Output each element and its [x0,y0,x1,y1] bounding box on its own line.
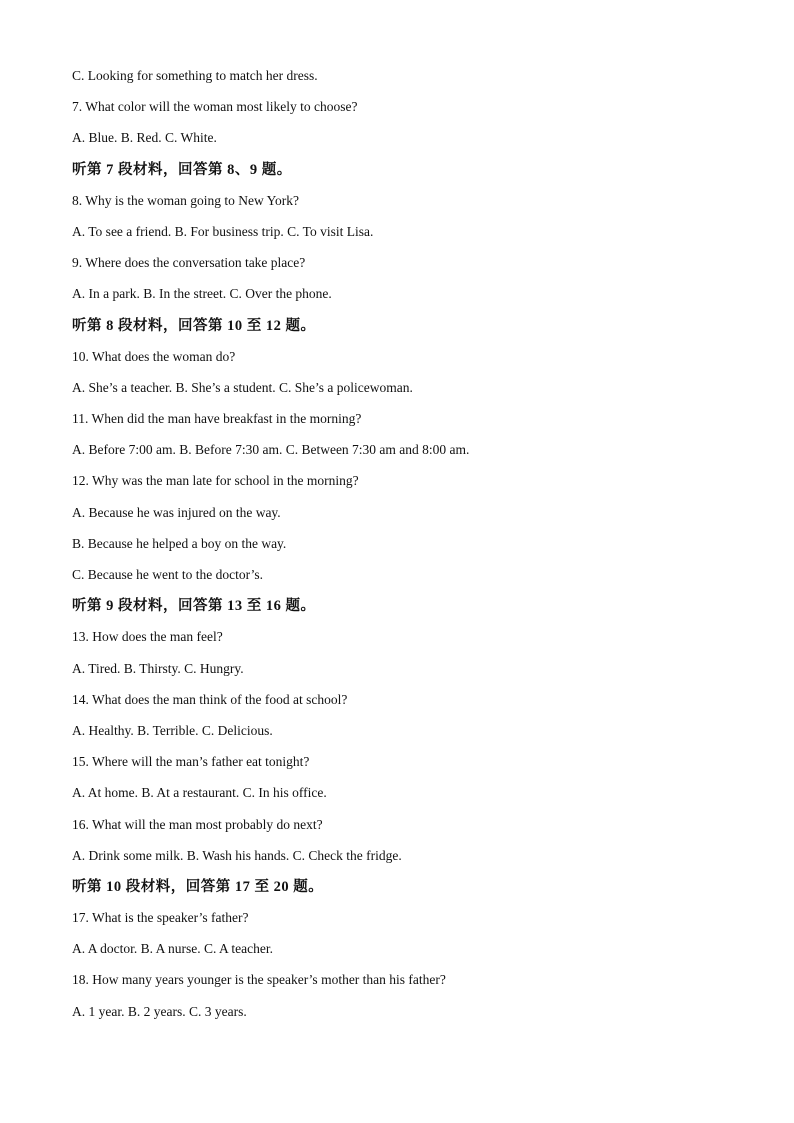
option-text: A. A doctor. B. A nurse. C. A teacher. [72,941,273,957]
question-text: 8. Why is the woman going to New York? [72,192,299,208]
option-text: A. Before 7:00 am. B. Before 7:30 am. C. Between 7:30 am and 8:00 am. [72,442,470,458]
question-text: 10. What does the woman do? [72,348,236,364]
option-text: A. 1 year. B. 2 years. C. 3 years. [72,1003,247,1019]
option-text: A. Tired. B. Thirsty. C. Hungry. [72,660,244,676]
option-text: A. In a park. B. In the street. C. Over the phone. [72,286,332,302]
option-text: C. Because he went to the doctor’s. [72,567,263,582]
question-text: 13. How does the man feel? [72,629,223,645]
option-text: A. At home. B. At a restaurant. C. In his office. [72,785,327,801]
question-text: 11. When did the man have breakfast in the morning? [72,411,362,427]
section-heading: 听第 8 段材料，回答第 10 至 12 题。 [72,317,316,334]
option-text: A. Drink some milk. B. Wash his hands. C. Check the fridge. [72,847,402,863]
question-text: 14. What does the man think of the food at school? [72,691,348,707]
question-text: 12. Why was the man late for school in the morning? [72,473,359,489]
option-text: A. Blue. B. Red. C. White. [72,130,217,146]
option-text: A. To see a friend. B. For business trip. C. To visit Lisa. [72,223,374,239]
question-text: 16. What will the man most probably do next? [72,816,323,832]
section-heading: 听第 10 段材料，回答第 17 至 20 题。 [72,878,324,895]
question-text: 17. What is the speaker’s father? [72,910,249,926]
option-text: C. Looking for something to match her dress. [72,68,318,83]
option-text: A. Healthy. B. Terrible. C. Delicious. [72,722,273,738]
option-text: A. She’s a teacher. B. She’s a student. C. She’s a policewoman. [72,379,413,395]
question-text: 7. What color will the woman most likely to choose? [72,99,358,115]
option-text: B. Because he helped a boy on the way. [72,535,287,551]
question-text: 15. Where will the man’s father eat tonight? [72,754,310,770]
option-text: A. Because he was injured on the way. [72,504,281,520]
section-heading: 听第 9 段材料，回答第 13 至 16 题。 [72,598,316,615]
document-page [72,66,732,1033]
question-text: 9. Where does the conversation take place? [72,255,306,271]
question-text: 18. How many years younger is the speaker’s mother than his father? [72,972,446,988]
section-heading: 听第 7 段材料，回答第 8、9 题。 [72,161,292,178]
